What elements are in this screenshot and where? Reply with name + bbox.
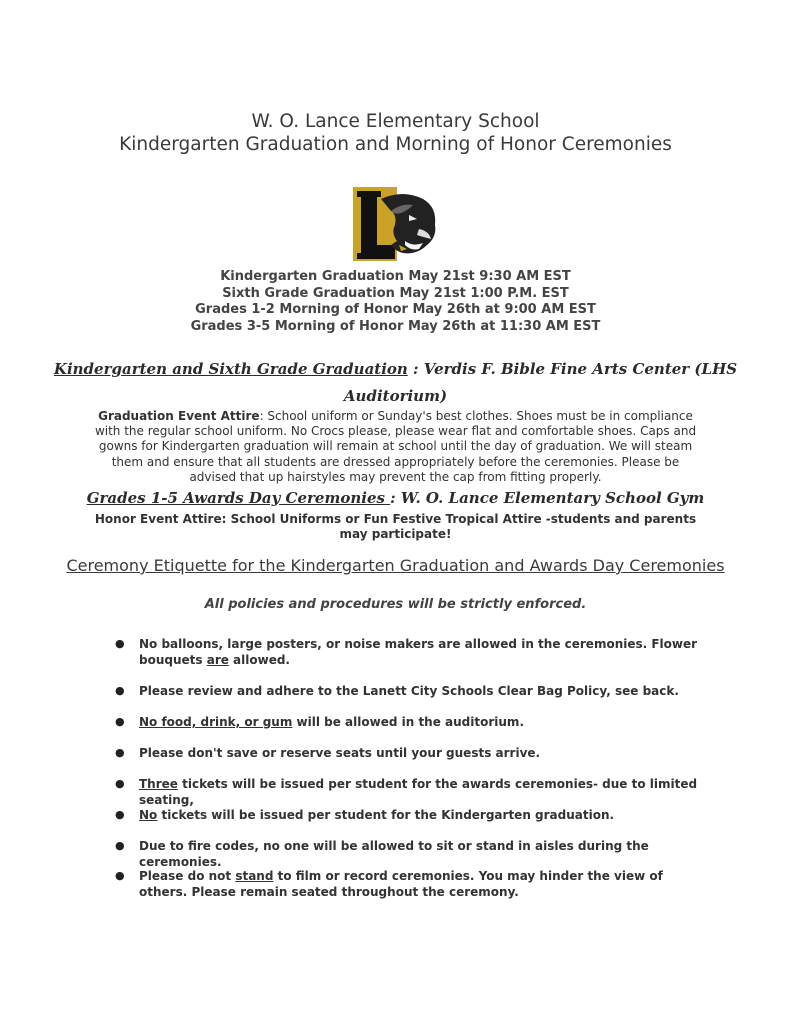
bullet-icon: ● <box>115 777 125 790</box>
schedule-list <box>60 269 731 335</box>
rule-text: No food, drink, or gum will be allowed in the auditorium. <box>139 715 524 729</box>
graduation-attire-label: Graduation Event Attire <box>98 409 260 423</box>
honor-attire-paragraph: Honor Event Attire: School Uniforms or Fun Festive Tropical Attire -students and parents may participate! <box>94 512 697 542</box>
bullet-icon: ● <box>115 808 125 821</box>
document-title <box>40 110 751 156</box>
awards-heading-venue: : W. O. Lance Elementary School Gym <box>390 489 705 507</box>
rule-text: Three tickets will be issued per student for the awards ceremonies- due to limited seating, <box>139 777 698 807</box>
rule-text: Please review and adhere to the Lanett City Schools Clear Bag Policy, see back. <box>139 684 679 698</box>
etiquette-subtitle: All policies and procedures will be strictly enforced. <box>204 597 587 612</box>
bullet-icon: ● <box>115 869 125 882</box>
ceremony-title: Kindergarten Graduation and Morning of Honor Ceremonies <box>119 134 672 155</box>
rule-text: Due to fire codes, no one will be allowed to sit or stand in aisles during the ceremonies. <box>139 839 649 869</box>
awards-venue-heading <box>40 487 751 509</box>
schedule-item: Grades 1-2 Morning of Honor May 26th at 9:00 AM EST <box>195 302 596 318</box>
graduation-heading-venue: : Verdis F. Bible Fine Arts Center (LHS Auditorium) <box>343 360 738 405</box>
bullet-icon: ● <box>115 746 125 759</box>
bullet-icon: ● <box>115 839 125 852</box>
bullet-icon: ● <box>115 715 125 728</box>
rule-text: Please don't save or reserve seats until your guests arrive. <box>139 746 541 760</box>
bullet-icon: ● <box>115 637 125 650</box>
graduation-heading-underlined: Kindergarten and Sixth Grade Graduation <box>53 360 408 378</box>
school-name: W. O. Lance Elementary School <box>251 111 540 132</box>
panther-logo-icon <box>351 185 439 265</box>
schedule-item: Grades 3-5 Morning of Honor May 26th at 11:30 AM EST <box>190 318 601 334</box>
rule-text: No balloons, large posters, or noise makers are allowed in the ceremonies. Flower bouquets are allowed. <box>139 637 698 667</box>
graduation-attire-paragraph <box>88 409 703 485</box>
graduation-attire-text: : School uniform or Sunday's best clothes. Shoes must be in compliance with the regular school uniform. No Crocs please, please wear flat and comfortable shoes. Caps and gowns for Kindergarten graduation will remain at school until the day of graduation. We will steam them and ensure that all students are dressed appropriately before the ceremonies. Please be advised that up hairstyles may prevent the cap from fitting properly. <box>94 409 697 484</box>
graduation-venue-heading <box>40 356 751 410</box>
bullet-icon: ● <box>115 684 125 697</box>
etiquette-title: Ceremony Etiquette for the Kindergarten Graduation and Awards Day Ceremonies <box>66 556 725 575</box>
rule-text: No tickets will be issued per student for the Kindergarten graduation. <box>139 808 615 822</box>
rule-text: Please do not stand to film or record ceremonies. You may hinder the view of others. Please remain seated throughout the ceremony. <box>139 869 663 899</box>
schedule-item: Sixth Grade Graduation May 21st 1:00 P.M. EST <box>222 285 569 301</box>
awards-heading-underlined: Grades 1-5 Awards Day Ceremonies <box>86 489 391 507</box>
schedule-item: Kindergarten Graduation May 21st 9:30 AM EST <box>220 269 571 284</box>
